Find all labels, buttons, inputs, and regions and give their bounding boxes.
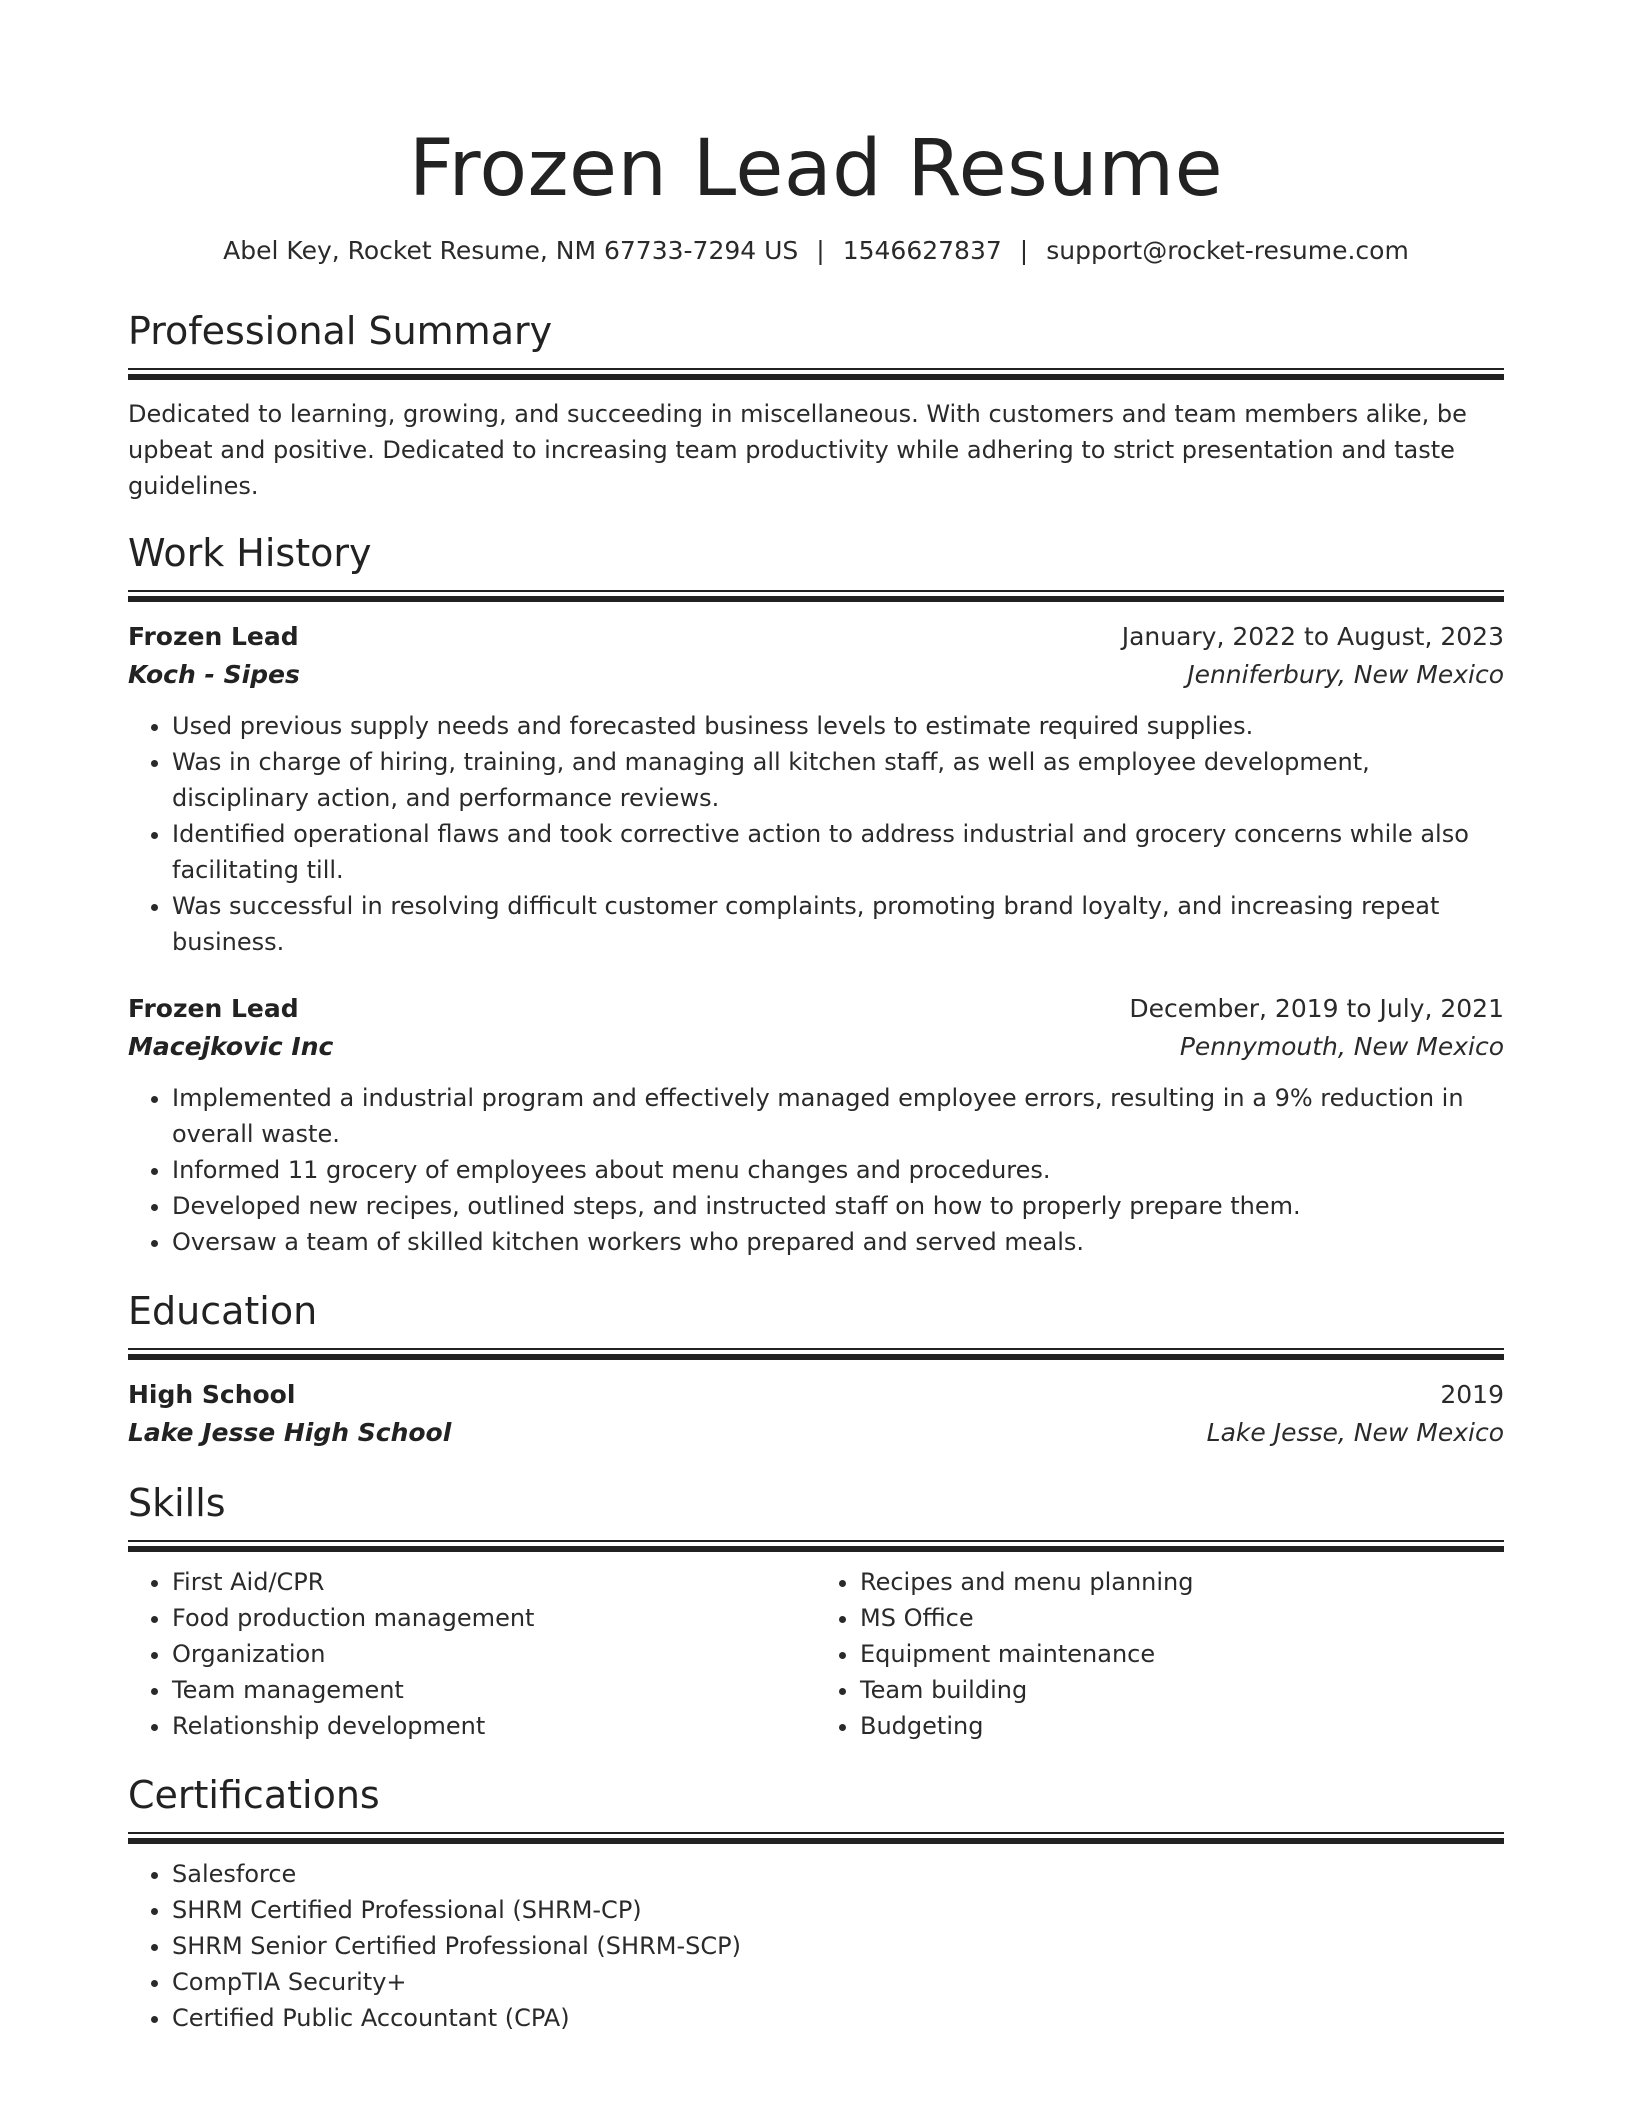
certification-item: • Certified Public Accountant (CPA) bbox=[172, 2000, 1504, 2036]
contact-phone: 1546627837 bbox=[842, 236, 1002, 265]
section-divider bbox=[128, 368, 1504, 380]
skills-list-right bbox=[816, 1564, 1504, 1744]
summary-section bbox=[128, 306, 1504, 504]
skill-item: • Relationship development bbox=[172, 1708, 816, 1744]
resume-title: Frozen Lead Resume bbox=[408, 124, 1224, 214]
skill-item: • First Aid/CPR bbox=[172, 1564, 816, 1600]
job-bullet: • Used previous supply needs and forecasted business levels to estimate required supplies. bbox=[172, 708, 1504, 744]
summary-text: Dedicated to learning, growing, and succeeding in miscellaneous. With customers and team members alike, be upbeat and positive. Dedicated to increasing team productivity while adhering to strict presentation and taste guidelines. bbox=[128, 400, 1467, 500]
job-bullet: • Identified operational flaws and took corrective action to address industrial and grocery concerns while also facilitating till. bbox=[172, 816, 1504, 888]
section-heading: Professional Summary bbox=[128, 309, 553, 353]
job-bullet: • Informed 11 grocery of employees about menu changes and procedures. bbox=[172, 1152, 1504, 1188]
contact-address: Abel Key, Rocket Resume, NM 67733-7294 US bbox=[223, 236, 799, 265]
education-degree: High School bbox=[128, 1380, 296, 1409]
job-entry bbox=[128, 990, 1504, 1260]
certifications-list bbox=[128, 1856, 1504, 2036]
job-dates: January, 2022 to August, 2023 bbox=[1121, 622, 1504, 651]
contact-email: support@rocket-resume.com bbox=[1046, 236, 1409, 265]
education-school: Lake Jesse High School bbox=[128, 1418, 452, 1447]
job-bullet: • Oversaw a team of skilled kitchen workers who prepared and served meals. bbox=[172, 1224, 1504, 1260]
education-entry bbox=[128, 1376, 1504, 1452]
job-entry bbox=[128, 618, 1504, 960]
skill-item: • Team management bbox=[172, 1672, 816, 1708]
certification-item: • SHRM Senior Certified Professional (SHRM-SCP) bbox=[172, 1928, 1504, 1964]
certification-item: • SHRM Certified Professional (SHRM-CP) bbox=[172, 1892, 1504, 1928]
skills-grid bbox=[128, 1564, 1504, 1744]
job-bullet: • Developed new recipes, outlined steps, and instructed staff on how to properly prepare them. bbox=[172, 1188, 1504, 1224]
job-title: Frozen Lead bbox=[128, 622, 299, 651]
job-bullets bbox=[128, 1080, 1504, 1260]
job-bullet: • Implemented a industrial program and effectively managed employee errors, resulting in a 9% reduction in overall waste. bbox=[172, 1080, 1504, 1152]
contact-separator: | bbox=[1019, 236, 1029, 265]
skill-item: • MS Office bbox=[860, 1600, 1504, 1636]
section-heading: Work History bbox=[128, 531, 372, 575]
job-location: Pennymouth, New Mexico bbox=[1179, 1032, 1504, 1061]
skill-item: • Recipes and menu planning bbox=[860, 1564, 1504, 1600]
skill-item: • Budgeting bbox=[860, 1708, 1504, 1744]
job-bullet: • Was successful in resolving difficult customer complaints, promoting brand loyalty, and increasing repeat business. bbox=[172, 888, 1504, 960]
skills-section bbox=[128, 1478, 1504, 1744]
job-dates: December, 2019 to July, 2021 bbox=[1129, 994, 1504, 1023]
job-bullets bbox=[128, 708, 1504, 960]
education-location: Lake Jesse, New Mexico bbox=[1206, 1418, 1504, 1447]
section-heading: Skills bbox=[128, 1481, 226, 1525]
section-divider bbox=[128, 1540, 1504, 1552]
job-title: Frozen Lead bbox=[128, 994, 299, 1023]
job-bullet: • Was in charge of hiring, training, and managing all kitchen staff, as well as employee development, disciplinary action, and performance reviews. bbox=[172, 744, 1504, 816]
certifications-section bbox=[128, 1770, 1504, 2036]
contact-separator: | bbox=[816, 236, 825, 265]
section-divider bbox=[128, 590, 1504, 602]
section-heading: Certifications bbox=[128, 1773, 380, 1817]
work-history-section bbox=[128, 528, 1504, 1260]
contact-line bbox=[128, 234, 1504, 268]
education-year: 2019 bbox=[1440, 1380, 1504, 1409]
skill-item: • Organization bbox=[172, 1636, 816, 1672]
skill-item: • Equipment maintenance bbox=[860, 1636, 1504, 1672]
job-location: Jenniferbury, New Mexico bbox=[1187, 660, 1504, 689]
section-heading: Education bbox=[128, 1289, 318, 1333]
skills-list-left bbox=[128, 1564, 816, 1744]
skill-item: • Food production management bbox=[172, 1600, 816, 1636]
section-divider bbox=[128, 1348, 1504, 1360]
job-company: Macejkovic Inc bbox=[128, 1032, 334, 1061]
certification-item: • Salesforce bbox=[172, 1856, 1504, 1892]
job-company: Koch - Sipes bbox=[128, 660, 300, 689]
section-divider bbox=[128, 1832, 1504, 1844]
certification-item: • CompTIA Security+ bbox=[172, 1964, 1504, 2000]
skill-item: • Team building bbox=[860, 1672, 1504, 1708]
resume-content bbox=[128, 0, 1504, 2036]
education-section bbox=[128, 1286, 1504, 1452]
